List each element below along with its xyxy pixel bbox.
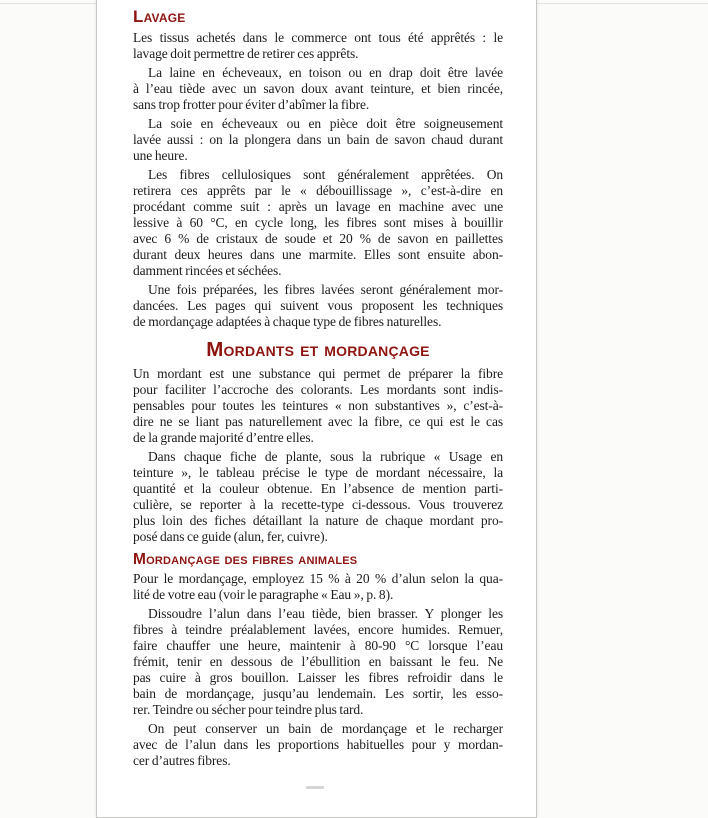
text-line: fibres à teindre préalablement lavées, encore humides. Remuer, — [133, 622, 503, 637]
paragraph — [133, 167, 503, 279]
section-heading: Lavage — [133, 7, 186, 26]
text-line: Dissoudre l’alun dans l’eau tiède, bien brasser. Y plonger les — [148, 606, 503, 621]
text-line: une heure. — [133, 148, 188, 163]
text-line: bain de mordançage, jusqu’au lendemain. Les sortir, les esso- — [133, 686, 503, 701]
text-line: de mordançage adaptées à chaque type de fibres naturelles. — [133, 314, 442, 329]
page-text-column — [133, 7, 503, 769]
text-line: plus loin des fiches détaillant la nature de chaque mordant pro- — [133, 513, 503, 528]
text-line: culière, se reporter à la recette-type ci-dessous. Vous trouverez — [133, 497, 503, 512]
text-line: pour faciliter l’accroche des colorants. Les mordants sont indis- — [133, 382, 503, 397]
text-line: Dans chaque fiche de plante, sous la rubrique « Usage en — [148, 449, 503, 464]
clipped-next-heading-fragment — [306, 786, 324, 789]
paragraph — [133, 606, 503, 718]
text-line: posé dans ce guide (alun, fer, cuivre). — [133, 529, 328, 544]
paragraph — [133, 571, 503, 603]
text-line: cer d’autres fibres. — [133, 753, 231, 768]
paragraph — [133, 116, 503, 164]
text-line: frémit, tenir en dessous de l’ébullition en baissant le feu. Ne — [133, 654, 503, 669]
text-line: de la grande majorité d’entre elles. — [133, 430, 314, 445]
paragraph — [133, 449, 503, 545]
text-line: avec 6 % de cristaux de soude et 20 % de savon en paillettes — [133, 231, 503, 246]
text-line: damment rincées et séchées. — [133, 263, 282, 278]
text-line: avec de l’alun dans les proportions habituelles pour y mordan- — [133, 737, 503, 752]
text-line: durant deux heures dans une marmite. Elles sont ensuite abon- — [133, 247, 503, 262]
paragraph — [133, 366, 503, 446]
text-line: à l’eau tiède avec un savon doux avant teinture, et bien rincée, — [133, 81, 503, 96]
text-line: teinture », le tableau précise le type de mordant nécessaire, la — [133, 465, 503, 480]
text-line: La soie en écheveaux ou en pièce doit être soigneusement — [148, 116, 503, 131]
text-line: Les fibres cellulosiques sont généralement apprêtées. On — [148, 167, 503, 182]
text-line: retirera ces apprêts par le « débouillissage », c’est-à-dire en — [133, 183, 503, 198]
text-line: lessive à 60 °C, en cycle long, les fibres sont mises à bouillir — [133, 215, 503, 230]
text-line: lavage doit permettre de retirer ces apprêts. — [133, 46, 359, 61]
subsection-heading: Mordançage des fibres animales — [133, 551, 358, 568]
text-line: Un mordant est une substance qui permet de préparer la fibre — [133, 366, 503, 381]
text-line: quantité et la couleur obtenue. En l’absence de mention parti- — [133, 481, 503, 496]
paragraph — [133, 30, 503, 62]
paragraph — [133, 282, 503, 330]
text-line: La laine en écheveaux, en toison ou en drap doit être lavée — [148, 65, 503, 80]
text-line: sans trop frotter pour éviter d’abîmer la fibre. — [133, 97, 370, 112]
chapter-heading: Mordants et mordançage — [206, 338, 430, 361]
text-line: procédant comme suit : après un lavage en machine avec une — [133, 199, 503, 214]
text-line: lité de votre eau (voir le paragraphe « Eau », p. 8). — [133, 587, 394, 602]
book-page — [96, 0, 537, 818]
text-line: faire chauffer une heure, maintenir à 80-90 °C lorsque l’eau — [133, 638, 503, 653]
text-line: dancées. Les pages qui suivent vous proposent les techniques — [133, 298, 503, 313]
text-line: Pour le mordançage, employez 15 % à 20 % d’alun selon la qua- — [133, 571, 503, 586]
text-line: pas cuire à gros bouillon. Laisser les fibres refroidir dans le — [133, 670, 503, 685]
text-line: rer. Teindre ou sécher pour teindre plus tard. — [133, 702, 364, 717]
text-line: pensables pour toutes les teintures « non substantives », c’est-à- — [133, 398, 503, 413]
text-line: Une fois préparées, les fibres lavées seront généralement mor- — [148, 282, 503, 297]
text-line: On peut conserver un bain de mordançage et le recharger — [148, 721, 503, 736]
text-line: dire ne se liant pas naturellement avec la fibre, ce qui est le cas — [133, 414, 503, 429]
paragraph — [133, 721, 503, 769]
paragraph — [133, 65, 503, 113]
text-line: lavée aussi : on la plongera dans un bain de savon chaud durant — [133, 132, 503, 147]
text-line: Les tissus achetés dans le commerce ont tous été apprêtés : le — [133, 30, 503, 45]
